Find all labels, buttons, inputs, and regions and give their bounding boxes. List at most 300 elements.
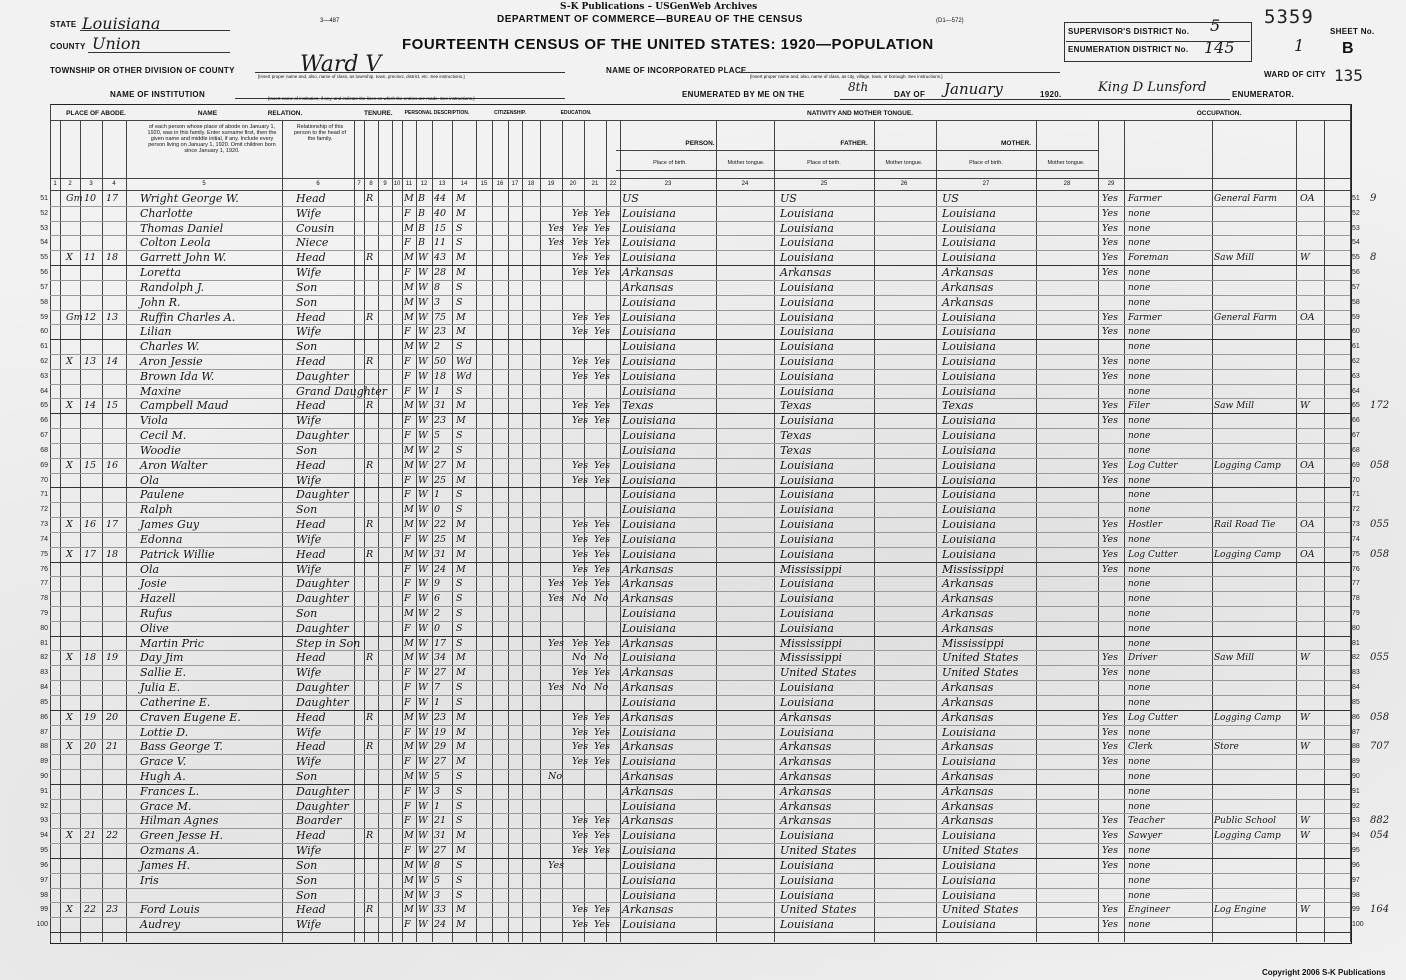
cell-own: R [366, 356, 374, 368]
cell-read: Yes [572, 237, 588, 249]
cell-race: W [418, 830, 428, 842]
cell-write: No [594, 682, 609, 694]
cell-industry: General Farm [1214, 194, 1277, 204]
cell-class: W [1300, 652, 1310, 664]
cell-race: W [418, 533, 428, 545]
county-value: Union [92, 34, 141, 53]
state-underline [80, 30, 230, 31]
cell-mother-birth: Louisiana [942, 236, 996, 250]
cell-class: OA [1300, 459, 1315, 471]
cell-race: W [418, 637, 428, 649]
cell-race: W [418, 622, 428, 634]
cell-marital: M [456, 207, 466, 219]
cell-sex: F [404, 696, 411, 708]
cell-marital: M [456, 845, 466, 857]
cell-name: Olive [140, 621, 169, 635]
column-number: 10 [393, 181, 401, 187]
cell-write: Yes [594, 548, 610, 560]
cell-occupation: none [1128, 534, 1151, 545]
cell-name: Charles W. [140, 340, 200, 354]
group-relation: RELATION. [267, 110, 303, 117]
cell-age: 2 [434, 607, 441, 619]
cell-age: 25 [434, 533, 447, 545]
cell-marital: S [456, 593, 463, 605]
cell-birth: Louisiana [622, 888, 676, 902]
cell-own: R [366, 459, 374, 471]
line-number: 93 [40, 817, 48, 825]
cell-sex: M [404, 711, 414, 723]
cell-occupation: none [1128, 638, 1151, 649]
line-number: 67 [40, 432, 48, 440]
cell-english: Yes [1102, 415, 1118, 427]
column-number: 23 [664, 181, 672, 187]
cell-race: W [418, 504, 428, 516]
line-number-right: 79 [1352, 609, 1360, 617]
cell-street: Gm [66, 193, 83, 204]
line-number: 51 [40, 195, 48, 202]
cell-occupation: none [1128, 890, 1151, 901]
cell-birth: Louisiana [622, 310, 676, 324]
line-number-right: 100 [1352, 921, 1364, 929]
form-code: (D1—572) [936, 18, 964, 24]
cell-marital: S [456, 222, 463, 234]
cell-age: 15 [434, 222, 447, 234]
cell-write: Yes [594, 830, 610, 842]
cell-sex: M [404, 889, 414, 901]
cell-sex: F [404, 356, 411, 368]
cell-father-birth: Arkansas [780, 710, 832, 724]
cell-race: W [418, 652, 428, 664]
line-number-right: 95 [1352, 847, 1360, 855]
cell-marital: M [456, 415, 466, 427]
sheet-side: B [1342, 40, 1354, 57]
stamp-number: 5359 [1264, 6, 1314, 28]
cell-write: Yes [594, 667, 610, 679]
cell-age: 24 [434, 919, 447, 931]
cell-street: X [66, 548, 73, 560]
enumerated-day: 8th [848, 80, 869, 94]
cell-english: Yes [1102, 859, 1118, 871]
margin-code: 058 [1370, 711, 1390, 723]
cell-occupation: none [1128, 238, 1151, 249]
state-label: STATE [50, 20, 77, 29]
cell-age: 31 [434, 548, 447, 560]
institution-note: [Insert name of institution, if any, and indicate the lines on which the entries are made. See instructions.] [268, 96, 475, 101]
line-number-right: 88 [1352, 743, 1360, 751]
line-number-right: 86 [1352, 713, 1360, 721]
township-label: TOWNSHIP OR OTHER DIVISION OF COUNTY [50, 66, 235, 75]
cell-write: Yes [594, 415, 610, 427]
cell-industry: Logging Camp [1214, 549, 1281, 560]
cell-school: Yes [548, 237, 564, 249]
cell-age: 6 [434, 593, 441, 605]
cell-english: Yes [1102, 459, 1118, 471]
cell-marital: S [456, 489, 463, 501]
sheet-label: SHEET No. [1330, 27, 1375, 36]
cell-name: Iris [140, 873, 159, 887]
cell-marital: S [456, 696, 463, 708]
line-number-right: 77 [1352, 580, 1360, 588]
cell-birth: Louisiana [622, 369, 676, 383]
cell-father-birth: Louisiana [780, 858, 834, 872]
cell-read: Yes [572, 474, 588, 486]
cell-age: 24 [434, 563, 447, 575]
cell-school: Yes [548, 222, 564, 234]
cell-class: W [1300, 830, 1310, 842]
cell-occupation: none [1128, 727, 1151, 738]
cell-occupation: Log Cutter [1128, 549, 1178, 560]
cell-marital: S [456, 889, 463, 901]
enumerator-label: ENUMERATOR. [1232, 90, 1295, 99]
cell-mother-birth: Louisiana [942, 355, 996, 369]
cell-name: Frances L. [140, 784, 200, 798]
line-number: 91 [40, 787, 48, 795]
cell-birth: Texas [622, 399, 654, 413]
column-number: 6 [316, 181, 320, 187]
cell-marital: Wd [456, 370, 472, 382]
line-number-right: 55 [1352, 254, 1360, 262]
header-rule [50, 178, 1350, 179]
line-number-right: 93 [1352, 817, 1360, 825]
cell-write: Yes [594, 815, 610, 827]
cell-name: Cecil M. [140, 429, 187, 443]
cell-industry: Saw Mill [1214, 253, 1254, 264]
cell-read: Yes [572, 563, 588, 575]
cell-dwelling: 18 [84, 652, 97, 664]
cell-marital: S [456, 622, 463, 634]
cell-age: 5 [434, 874, 441, 886]
cell-father-birth: Louisiana [780, 295, 834, 309]
header-rule [50, 120, 1350, 121]
cell-age: 11 [434, 237, 447, 249]
line-number: 96 [40, 861, 48, 869]
cell-birth: Louisiana [622, 458, 676, 472]
cell-name: Brown Ida W. [140, 369, 215, 383]
cell-birth: Louisiana [622, 547, 676, 561]
person-pob-heading: Place of birth. [653, 160, 687, 166]
cell-relation: Head [296, 355, 326, 369]
cell-marital: M [456, 741, 466, 753]
cell-mother-birth: Arkansas [942, 295, 994, 309]
cell-dwelling: 15 [84, 459, 97, 471]
cell-age: 19 [434, 726, 447, 738]
cell-sex: F [404, 563, 411, 575]
cell-relation: Son [296, 503, 318, 517]
column-number: 17 [511, 181, 519, 187]
cell-race: W [418, 578, 428, 590]
line-number-right: 53 [1352, 224, 1360, 232]
line-number: 98 [40, 891, 48, 899]
cell-family: 23 [106, 904, 119, 916]
enumerated-label: ENUMERATED BY ME ON THE [682, 90, 805, 99]
column-number: 11 [405, 181, 413, 187]
line-number: 94 [40, 832, 48, 840]
cell-race: W [418, 400, 428, 412]
cell-sex: F [404, 682, 411, 694]
cell-marital: S [456, 770, 463, 782]
cell-birth: Louisiana [622, 206, 676, 220]
cell-class: W [1300, 711, 1310, 723]
cell-father-birth: Arkansas [780, 755, 832, 769]
cell-father-birth: Louisiana [780, 414, 834, 428]
cell-sex: M [404, 311, 414, 323]
cell-sex: M [404, 770, 414, 782]
cell-class: OA [1300, 548, 1315, 560]
column-rule [50, 104, 51, 942]
cell-race: W [418, 770, 428, 782]
cell-name: Day Jim [140, 651, 184, 665]
line-number-right: 70 [1352, 476, 1360, 484]
cell-marital: M [456, 548, 466, 560]
line-number: 65 [40, 402, 48, 410]
cell-marital: S [456, 785, 463, 797]
cell-marital: S [456, 682, 463, 694]
cell-sex: F [404, 385, 411, 397]
cell-name: Aron Jessie [140, 355, 203, 369]
cell-occupation: none [1128, 223, 1151, 234]
cell-occupation: none [1128, 564, 1151, 575]
column-number: 4 [112, 181, 116, 187]
cell-marital: M [456, 830, 466, 842]
line-number-right: 82 [1352, 654, 1360, 662]
cell-write: Yes [594, 533, 610, 545]
cell-relation: Grand Daughter [296, 384, 388, 398]
cell-relation: Daughter [296, 621, 349, 635]
line-number: 59 [40, 313, 48, 321]
cell-father-birth: Louisiana [780, 473, 834, 487]
cell-family: 16 [106, 459, 119, 471]
cell-mother-birth: Arkansas [942, 769, 994, 783]
cell-occupation: none [1128, 920, 1151, 931]
cell-mother-birth: Louisiana [942, 503, 996, 517]
cell-age: 44 [434, 193, 447, 204]
year-label: 1920. [1040, 90, 1062, 99]
cell-birth: Louisiana [622, 221, 676, 235]
column-rule [1350, 104, 1351, 942]
cell-sex: F [404, 919, 411, 931]
cell-marital: S [456, 874, 463, 886]
cell-own: R [366, 400, 374, 412]
cell-marital: S [456, 385, 463, 397]
cell-birth: Louisiana [622, 532, 676, 546]
cell-father-birth: Louisiana [780, 251, 834, 265]
cell-name: Green Jesse H. [140, 829, 223, 843]
cell-relation: Daughter [296, 681, 349, 695]
line-number: 95 [40, 847, 48, 855]
line-number-right: 92 [1352, 802, 1360, 810]
cell-sex: M [404, 874, 414, 886]
cell-occupation: Filer [1128, 401, 1150, 412]
cell-sex: F [404, 370, 411, 382]
cell-name: Viola [140, 414, 168, 428]
cell-age: 7 [434, 682, 441, 694]
cell-name: Hugh A. [140, 769, 186, 783]
cell-read: Yes [572, 845, 588, 857]
cell-english: Yes [1102, 548, 1118, 560]
cell-father-birth: Arkansas [780, 740, 832, 754]
cell-race: W [418, 889, 428, 901]
ed-value: 145 [1204, 38, 1235, 57]
cell-english: Yes [1102, 370, 1118, 382]
cell-write: Yes [594, 578, 610, 590]
cell-race: W [418, 548, 428, 560]
cell-read: Yes [572, 711, 588, 723]
cell-birth: Louisiana [622, 621, 676, 635]
cell-marital: M [456, 533, 466, 545]
cell-age: 75 [434, 311, 447, 323]
cell-own: R [366, 830, 374, 842]
cell-relation: Daughter [296, 695, 349, 709]
cell-sex: F [404, 489, 411, 501]
cell-sex: M [404, 652, 414, 664]
cell-read: Yes [572, 222, 588, 234]
cell-own: R [366, 711, 374, 723]
cell-relation: Son [296, 606, 318, 620]
cell-english: Yes [1102, 311, 1118, 323]
line-number: 92 [40, 802, 48, 810]
cell-english: Yes [1102, 326, 1118, 338]
cell-school: Yes [548, 682, 564, 694]
cell-relation: Son [296, 858, 318, 872]
cell-mother-birth: Louisiana [942, 473, 996, 487]
cell-birth: Arkansas [622, 266, 674, 280]
cell-age: 0 [434, 622, 441, 634]
cell-father-birth: Texas [780, 443, 812, 457]
cell-mother-birth: Louisiana [942, 888, 996, 902]
place-note: [Insert proper name and, also, name of class, as city, village, town, or borough. See instructions.] [750, 74, 943, 79]
cell-father-birth: Louisiana [780, 280, 834, 294]
cell-read: Yes [572, 726, 588, 738]
cell-mother-birth: US [942, 192, 959, 205]
cell-sex: M [404, 341, 414, 353]
cell-father-birth: Louisiana [780, 355, 834, 369]
line-number: 86 [40, 713, 48, 721]
column-number: 27 [982, 181, 990, 187]
cell-read: Yes [572, 815, 588, 827]
cell-relation: Head [296, 310, 326, 324]
cell-marital: M [456, 667, 466, 679]
cell-dwelling: 22 [84, 904, 97, 916]
cell-class: W [1300, 252, 1310, 264]
line-number-right: 64 [1352, 387, 1360, 395]
cell-street: X [66, 652, 73, 664]
column-number: 7 [357, 181, 361, 187]
cell-race: W [418, 563, 428, 575]
line-number-right: 65 [1352, 402, 1360, 410]
cell-english: Yes [1102, 356, 1118, 368]
day-of-label: DAY OF [894, 90, 926, 99]
cell-occupation: Hostler [1128, 520, 1163, 531]
line-number: 61 [40, 343, 48, 351]
cell-mother-birth: United States [942, 666, 1019, 680]
cell-english: Yes [1102, 756, 1118, 768]
cell-sex: M [404, 252, 414, 264]
cell-mother-birth: Mississippi [942, 636, 1004, 650]
column-number: 29 [1107, 181, 1115, 187]
cell-relation: Wife [296, 206, 322, 220]
cell-relation: Wife [296, 266, 322, 280]
cell-marital: M [456, 919, 466, 931]
cell-marital: M [456, 563, 466, 575]
cell-mother-birth: Arkansas [942, 280, 994, 294]
cell-mother-birth: Louisiana [942, 369, 996, 383]
cell-birth: Arkansas [622, 280, 674, 294]
cell-age: 50 [434, 356, 447, 368]
cell-age: 23 [434, 711, 447, 723]
cell-occupation: none [1128, 875, 1151, 886]
cell-read: Yes [572, 637, 588, 649]
cell-occupation: none [1128, 490, 1151, 501]
column-number: 5 [202, 181, 206, 187]
cell-sex: F [404, 533, 411, 545]
cell-marital: M [456, 326, 466, 338]
cell-marital: M [456, 711, 466, 723]
line-number: 54 [40, 239, 48, 247]
publisher-line: S-K Publications – USGenWeb Archives [560, 2, 758, 12]
cell-age: 1 [434, 800, 441, 812]
form-number: 3—487 [320, 18, 340, 24]
line-number-right: 62 [1352, 358, 1360, 366]
cell-occupation: none [1128, 357, 1151, 368]
cell-name: Ford Louis [140, 903, 200, 917]
cell-occupation: none [1128, 342, 1151, 353]
group-education: EDUCATION. [560, 110, 592, 116]
cell-english: Yes [1102, 726, 1118, 738]
cell-birth: Arkansas [622, 562, 674, 576]
cell-mother-birth: Louisiana [942, 384, 996, 398]
cell-name: Ruffin Charles A. [140, 310, 236, 324]
cell-marital: M [456, 652, 466, 664]
cell-own: R [366, 741, 374, 753]
cell-occupation: Log Cutter [1128, 712, 1178, 723]
line-number: 55 [40, 254, 48, 262]
cell-family: 18 [106, 548, 119, 560]
line-number: 62 [40, 358, 48, 366]
group-personal: PERSONAL DESCRIPTION. [404, 110, 470, 116]
cell-write: Yes [594, 400, 610, 412]
cell-name: Martin Pric [140, 636, 204, 650]
cell-birth: Louisiana [622, 873, 676, 887]
cell-race: W [418, 800, 428, 812]
line-number: 70 [40, 476, 48, 484]
cell-name: Edonna [140, 532, 183, 546]
group-name: NAME [197, 110, 218, 117]
cell-father-birth: Louisiana [780, 458, 834, 472]
cell-marital: S [456, 504, 463, 516]
line-number-right: 58 [1352, 298, 1360, 306]
township-value: Ward V [300, 52, 382, 77]
margin-code: 055 [1370, 519, 1390, 531]
line-number: 79 [40, 609, 48, 617]
cell-read: Yes [572, 370, 588, 382]
cell-father-birth: Louisiana [780, 488, 834, 502]
cell-read: Yes [572, 904, 588, 916]
cell-race: W [418, 682, 428, 694]
cell-sex: F [404, 267, 411, 279]
line-number: 82 [40, 654, 48, 662]
cell-relation: Wife [296, 755, 322, 769]
cell-name: Grace V. [140, 755, 187, 769]
cell-write: Yes [594, 919, 610, 931]
cell-family: 19 [106, 652, 119, 664]
cell-age: 21 [434, 815, 447, 827]
group-nativity: NATIVITY AND MOTHER TONGUE. [807, 110, 913, 117]
column-number: 28 [1063, 181, 1071, 187]
township-note: [Insert proper name and, also, name of class, as township, town, precinct, district, etc. See instructions.] [258, 74, 465, 79]
column-number: 15 [480, 181, 488, 187]
cell-age: 23 [434, 415, 447, 427]
cell-name: Bass George T. [140, 740, 223, 754]
